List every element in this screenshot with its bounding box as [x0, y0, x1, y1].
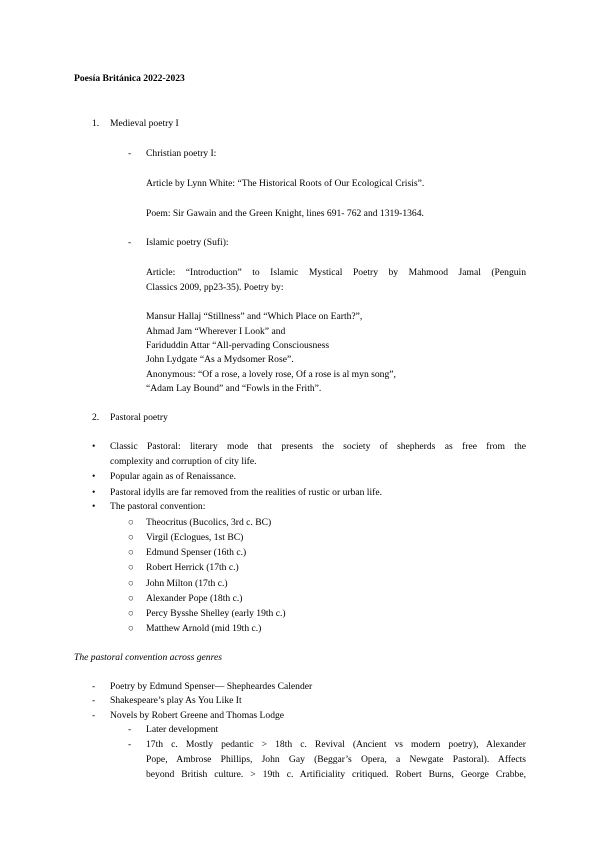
bullet-marker: • [92, 501, 96, 512]
genre-item: Novels by Robert Greene and Thomas Lodge [110, 710, 285, 721]
genre-item: Poetry by Edmund Spenser— Shepheardes Calender [110, 681, 313, 692]
circle-marker: ○ [128, 623, 134, 634]
section-heading-medieval: Medieval poetry I [110, 118, 179, 129]
poet-line: Ahmad Jam “Wherever I Look” and [146, 326, 286, 337]
history-line: beyond British culture. > 19th c. Artificiality critiqued. Robert Burns, George Crabbe, [146, 769, 526, 780]
circle-marker: ○ [128, 532, 134, 543]
circle-marker: ○ [128, 608, 134, 619]
christian-poem: Poem: Sir Gawain and the Green Knight, lines 691- 762 and 1319-1364. [146, 208, 424, 219]
poet-line: Anonymous: “Of a rose, a lovely rose, Of a rose is al myn song”, [146, 369, 396, 380]
section-number: 2. [92, 412, 100, 423]
christian-article: Article by Lynn White: “The Historical Roots of Our Ecological Crisis”. [146, 178, 425, 189]
author-item: Theocritus (Bucolics, 3rd c. BC) [146, 517, 272, 528]
islamic-article-line: Classics 2009, pp23-35). Poetry by: [146, 282, 284, 293]
bullet-classic-pastoral: Classic Pastoral: literary mode that presents the society of shepherds as free from the [110, 441, 526, 452]
author-item: John Milton (17th c.) [146, 578, 228, 589]
christian-poetry-label: Christian poetry I: [146, 148, 217, 159]
circle-marker: ○ [128, 517, 134, 528]
circle-marker: ○ [128, 578, 134, 589]
circle-marker: ○ [128, 562, 134, 573]
bullet-convention: The pastoral convention: [110, 501, 206, 512]
section-heading-pastoral: Pastoral poetry [110, 412, 168, 423]
islamic-poetry-label: Islamic poetry (Sufi): [146, 237, 229, 248]
bullet-marker: • [92, 471, 96, 482]
document-title: Poesía Británica 2022-2023 [74, 73, 185, 84]
dash-marker: - [92, 710, 96, 721]
section-number: 1. [92, 118, 100, 129]
author-item: Matthew Arnold (mid 19th c.) [146, 623, 262, 634]
bullet-idylls: Pastoral idylls are far removed from the realities of rustic or urban life. [110, 487, 382, 498]
history-line: 17th c. Mostly pedantic > 18th c. Revival (Ancient vs modern poetry), Alexander [146, 739, 526, 750]
poet-line: Mansur Hallaj “Stillness” and “Which Place on Earth?”, [146, 311, 363, 322]
islamic-article-line: Article: “Introduction” to Islamic Mystical Poetry by Mahmood Jamal (Penguin [146, 267, 526, 278]
dash-marker: - [128, 724, 132, 735]
author-item: Percy Bysshe Shelley (early 19th c.) [146, 608, 286, 619]
history-line: Pope, Ambrose Phillips, John Gay (Beggar’s Opera, a Newgate Pastoral). Affects [146, 754, 526, 765]
dash-marker: - [128, 739, 132, 750]
dash-marker: - [92, 695, 96, 706]
author-item: Virgil (Eclogues, 1st BC) [146, 532, 244, 543]
dash-marker: - [92, 681, 96, 692]
later-development: Later development [146, 724, 219, 735]
poet-line: “Adam Lay Bound” and “Fowls in the Frith”. [146, 383, 322, 394]
circle-marker: ○ [128, 547, 134, 558]
author-item: Edmund Spenser (16th c.) [146, 547, 247, 558]
genre-item: Shakespeare’s play As You Like It [110, 695, 242, 706]
bullet-classic-pastoral-cont: complexity and corruption of city life. [110, 456, 257, 467]
author-item: Alexander Pope (18th c.) [146, 593, 243, 604]
circle-marker: ○ [128, 593, 134, 604]
genres-heading: The pastoral convention across genres [74, 652, 222, 663]
bullet-marker: • [92, 441, 96, 452]
dash-marker: - [128, 148, 132, 159]
poet-line: John Lydgate “As a Mydsomer Rose”. [146, 354, 294, 365]
dash-marker: - [128, 237, 132, 248]
bullet-popular: Popular again as of Renaissance. [110, 471, 237, 482]
author-item: Robert Herrick (17th c.) [146, 562, 239, 573]
poet-line: Fariduddin Attar “All-pervading Consciousness [146, 340, 330, 351]
bullet-marker: • [92, 487, 96, 498]
